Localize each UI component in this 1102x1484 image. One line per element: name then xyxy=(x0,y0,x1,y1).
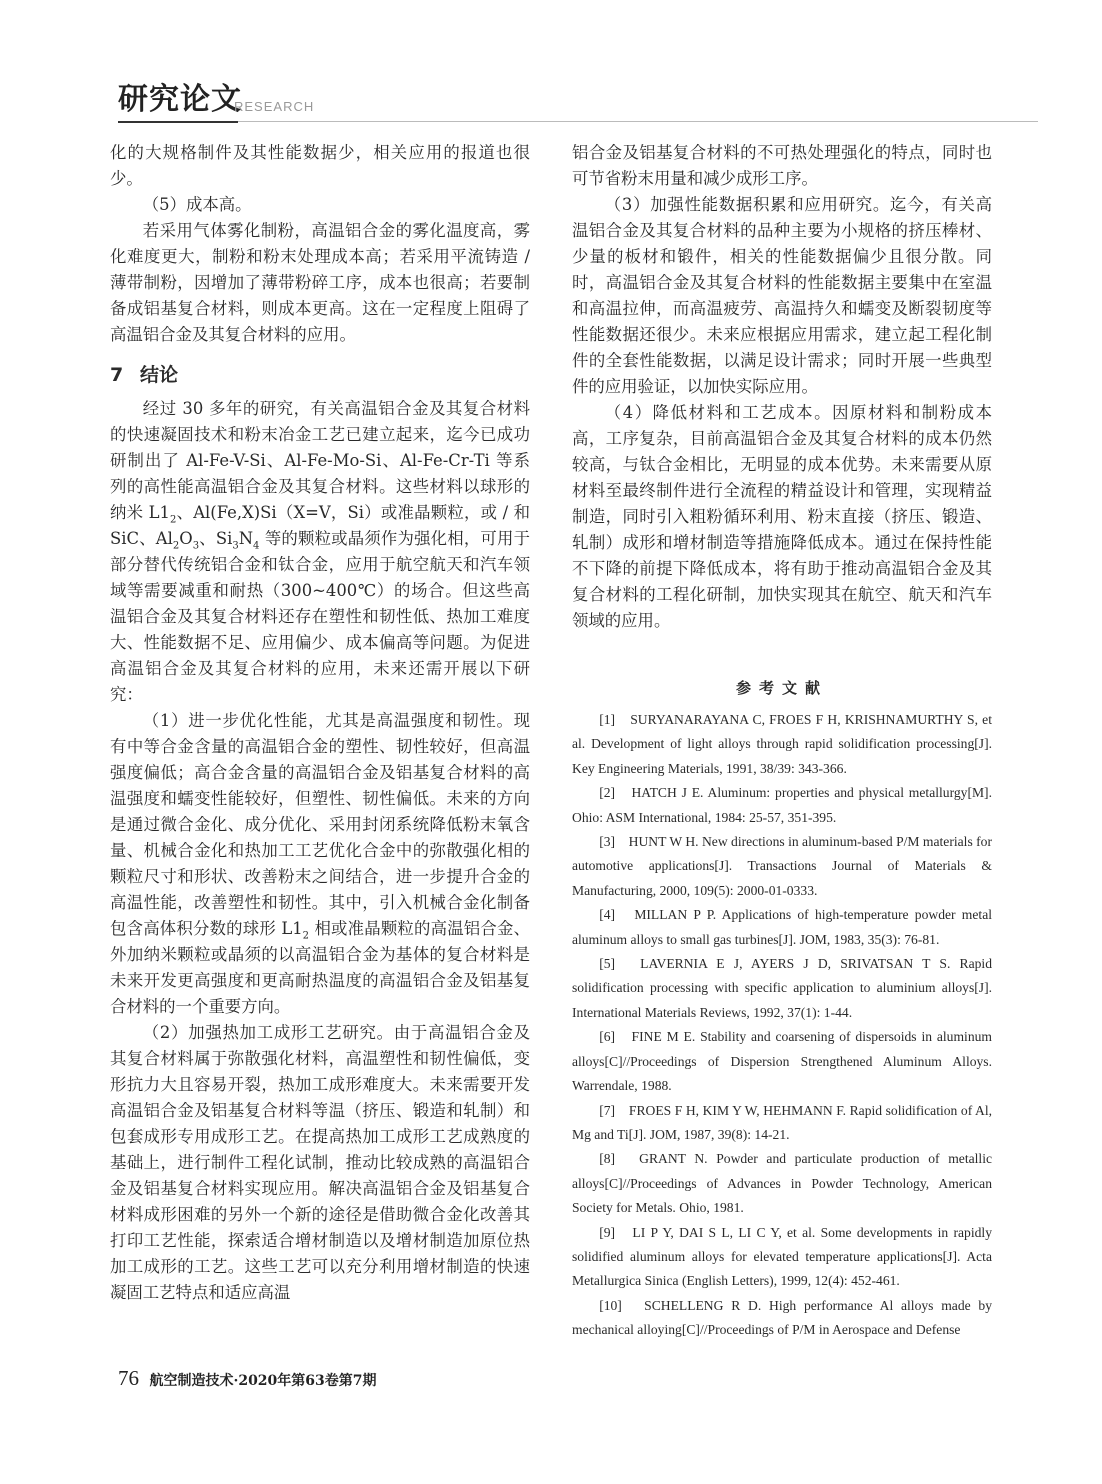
paragraph: （2）加强热加工成形工艺研究。由于高温铝合金及其复合材料属于弥散强化材料，高温塑性和韧性偏低，变形抗力大且容易开裂，热加工成形难度大。未来需要开发高温铝合金及铝基复合材料等温（挤压、锻造和轧制）和包套成形专用成形工艺。在提高热加工成形工艺成熟度的基础上，进行制件工程化试制，推动比较成熟的高温铝合金及铝基复合材料实现应用。解决高温铝合金及铝基复合材料成形困难的另外一个新的途径是借助微合金化改善其打印工艺性能，探索适合增材制造以及增材制造加原位热加工成形的工艺。这些工艺可以充分利用增材制造的快速凝固工艺特点和适应高温 xyxy=(110,1023,530,1302)
section-title: 结论 xyxy=(140,364,179,386)
journal-info: 航空制造技术·2020年第63卷第7期 xyxy=(149,1373,377,1389)
left-column xyxy=(110,140,530,1306)
reference-item: [9] LI P Y, DAI S L, LI C Y, et al. Some developments in rapidly solidified aluminum alloys for elevated temperature applications[J]. Acta Metallurgica Sinica (English Letters), 1999, 12(4): 452-461. xyxy=(572,1224,992,1289)
page-footer xyxy=(118,1364,377,1395)
paragraph: 经过 30 多年的研究，有关高温铝合金及其复合材料的快速凝固技术和粉末冶金工艺已建立起来，迄今已成功研制出了 Al-Fe-V-Si、Al-Fe-Mo-Si、Al-Fe-Cr-Ti 等系列的高性能高温铝合金及其复合材料。这些材料以球形的纳米 $L1_2$、Al(Fe,X)Si（X=V，Si）或准晶颗粒，或 / 和 SiC、$Al_2O_3$、$Si_3N_4$ 等的颗粒或晶须作为强化相，可用于部分替代传统铝合金和钛合金，应用于航空航天和汽车领域等需要减重和耐热（300~400℃）的场合。但这些高温铝合金及其复合材料还存在塑性和韧性低、热加工难度大、性能数据不足、应用偏少、成本偏高等问题。为促进高温铝合金及其复合材料的应用，未来还需开展以下研究： xyxy=(110,399,530,704)
paragraph: （5）成本高。 xyxy=(142,195,252,214)
reference-item: [3] HUNT W H. New directions in aluminum-based P/M materials for automotive applications[J]. Transactions Journal of Materials & Manufacturing, 2000, 109(5): 2000-01-0333. xyxy=(572,834,992,898)
reference-item: [5] LAVERNIA E J, AYERS J D, SRIVATSAN T S. Rapid solidification processing with specific application to aluminium alloys[J]. International Materials Reviews, 1992, 37(1): 1-44. xyxy=(572,956,992,1020)
reference-item: [1] SURYANARAYANA C, FROES F H, KRISHNAMURTHY S, et al. Development of light alloys through rapid solidification processing[J]. Key Engineering Materials, 1991, 38/39: 343-366. xyxy=(572,712,992,776)
references-heading: 参考文献 xyxy=(735,679,828,697)
reference-item: [4] MILLAN P P. Applications of high-temperature powder metal aluminum alloys to small gas turbines[J]. JOM, 1983, 35(3): 76-81. xyxy=(572,907,992,947)
page-number: 76 xyxy=(118,1366,139,1390)
paragraph: 铝合金及铝基复合材料的不可热处理强化的特点，同时也可节省粉末用量和减少成形工序。 xyxy=(572,143,992,188)
reference-list xyxy=(572,708,992,1343)
reference-item: [6] FINE M E. Stability and coarsening of dispersoids in aluminum alloys[C]//Proceedings of Dispersion Strengthened Aluminum Alloys. Warrendale, 1988. xyxy=(572,1029,992,1094)
reference-item: [2] HATCH J E. Aluminum: properties and physical metallurgy[M]. Ohio: ASM International, 1984: 25-57, 351-395. xyxy=(572,785,992,825)
reference-item: [7] FROES F H, KIM Y W, HEHMANN F. Rapid solidification of Al, Mg and Ti[J]. JOM, 1987, 39(8): 14-21. xyxy=(572,1102,992,1142)
section-label: 研究论文 xyxy=(118,82,242,117)
paragraph: 若采用气体雾化制粉，高温铝合金的雾化温度高，雾化难度更大，制粉和粉末处理成本高；若采用平流铸造 / 薄带制粉，因增加了薄带粉碎工序，成本也很高；若要制备成铝基复合材料，则成本更高。这在一定程度上阻碍了高温铝合金及其复合材料的应用。 xyxy=(110,221,530,344)
section-number: 7 xyxy=(110,364,124,386)
header-rule-bold xyxy=(118,121,238,123)
right-column xyxy=(572,140,992,1343)
paragraph: 化的大规格制件及其性能数据少，相关应用的报道也很少。 xyxy=(110,143,530,188)
reference-item: [10] SCHELLENG R D. High performance Al alloys made by mechanical alloying[C]//Proceedings of P/M in Aerospace and Defense xyxy=(572,1297,992,1338)
header-rule-thin xyxy=(238,121,1038,122)
page-header xyxy=(118,80,1038,124)
paragraph: （1）进一步优化性能，尤其是高温强度和韧性。现有中等合金含量的高温铝合金的塑性、韧性较好，但高温强度偏低；高合金含量的高温铝合金及铝基复合材料的高温强度和蠕变性能较好，但塑性、韧性偏低。未来的方向是通过微合金化、成分优化、采用封闭系统降低粉末氧含量、机械合金化和热加工工艺优化合金中的弥散强化相的颗粒尺寸和形状、改善粉末之间结合，进一步提升合金的高温性能，改善塑性和韧性。其中，引入机械合金化制备包含高体积分数的球形 $L1_2$ 相或准晶颗粒的高温铝合金、外加纳米颗粒或晶须的以高温铝合金为基体的复合材料是未来开发更高强度和更高耐热温度的高温铝合金及铝基复合材料的一个重要方向。 xyxy=(110,711,530,1016)
paragraph: （4）降低材料和工艺成本。因原材料和制粉成本高，工序复杂，目前高温铝合金及其复合材料的成本仍然较高，与钛合金相比，无明显的成本优势。未来需要从原材料至最终制件进行全流程的精益设计和管理，实现精益制造，同时引入粗粉循环利用、粉末直接（挤压、锻造、轧制）成形和增材制造等措施降低成本。通过在保持性能不下降的前提下降低成本，将有助于推动高温铝合金及其复合材料的工程化研制，加快实现其在航空、航天和汽车领域的应用。 xyxy=(572,403,992,630)
section-heading xyxy=(110,362,530,388)
section-label-english: RESEARCH xyxy=(234,99,315,114)
paragraph: （3）加强性能数据积累和应用研究。迄今，有关高温铝合金及其复合材料的品种主要为小规格的挤压棒材、少量的板材和锻件，相关的性能数据偏少且很分散。同时，高温铝合金及其复合材料的性能数据主要集中在室温和高温拉伸，而高温疲劳、高温持久和蠕变及断裂韧度等性能数据还很少。未来应根据应用需求，建立起工程化制件的全套性能数据，以满足设计需求；同时开展一些典型件的应用验证，以加快实际应用。 xyxy=(572,195,992,396)
reference-item: [8] GRANT N. Powder and particulate production of metallic alloys[C]//Proceedings of Advances in Powder Technology, American Society for Metals. Ohio, 1981. xyxy=(572,1151,992,1216)
